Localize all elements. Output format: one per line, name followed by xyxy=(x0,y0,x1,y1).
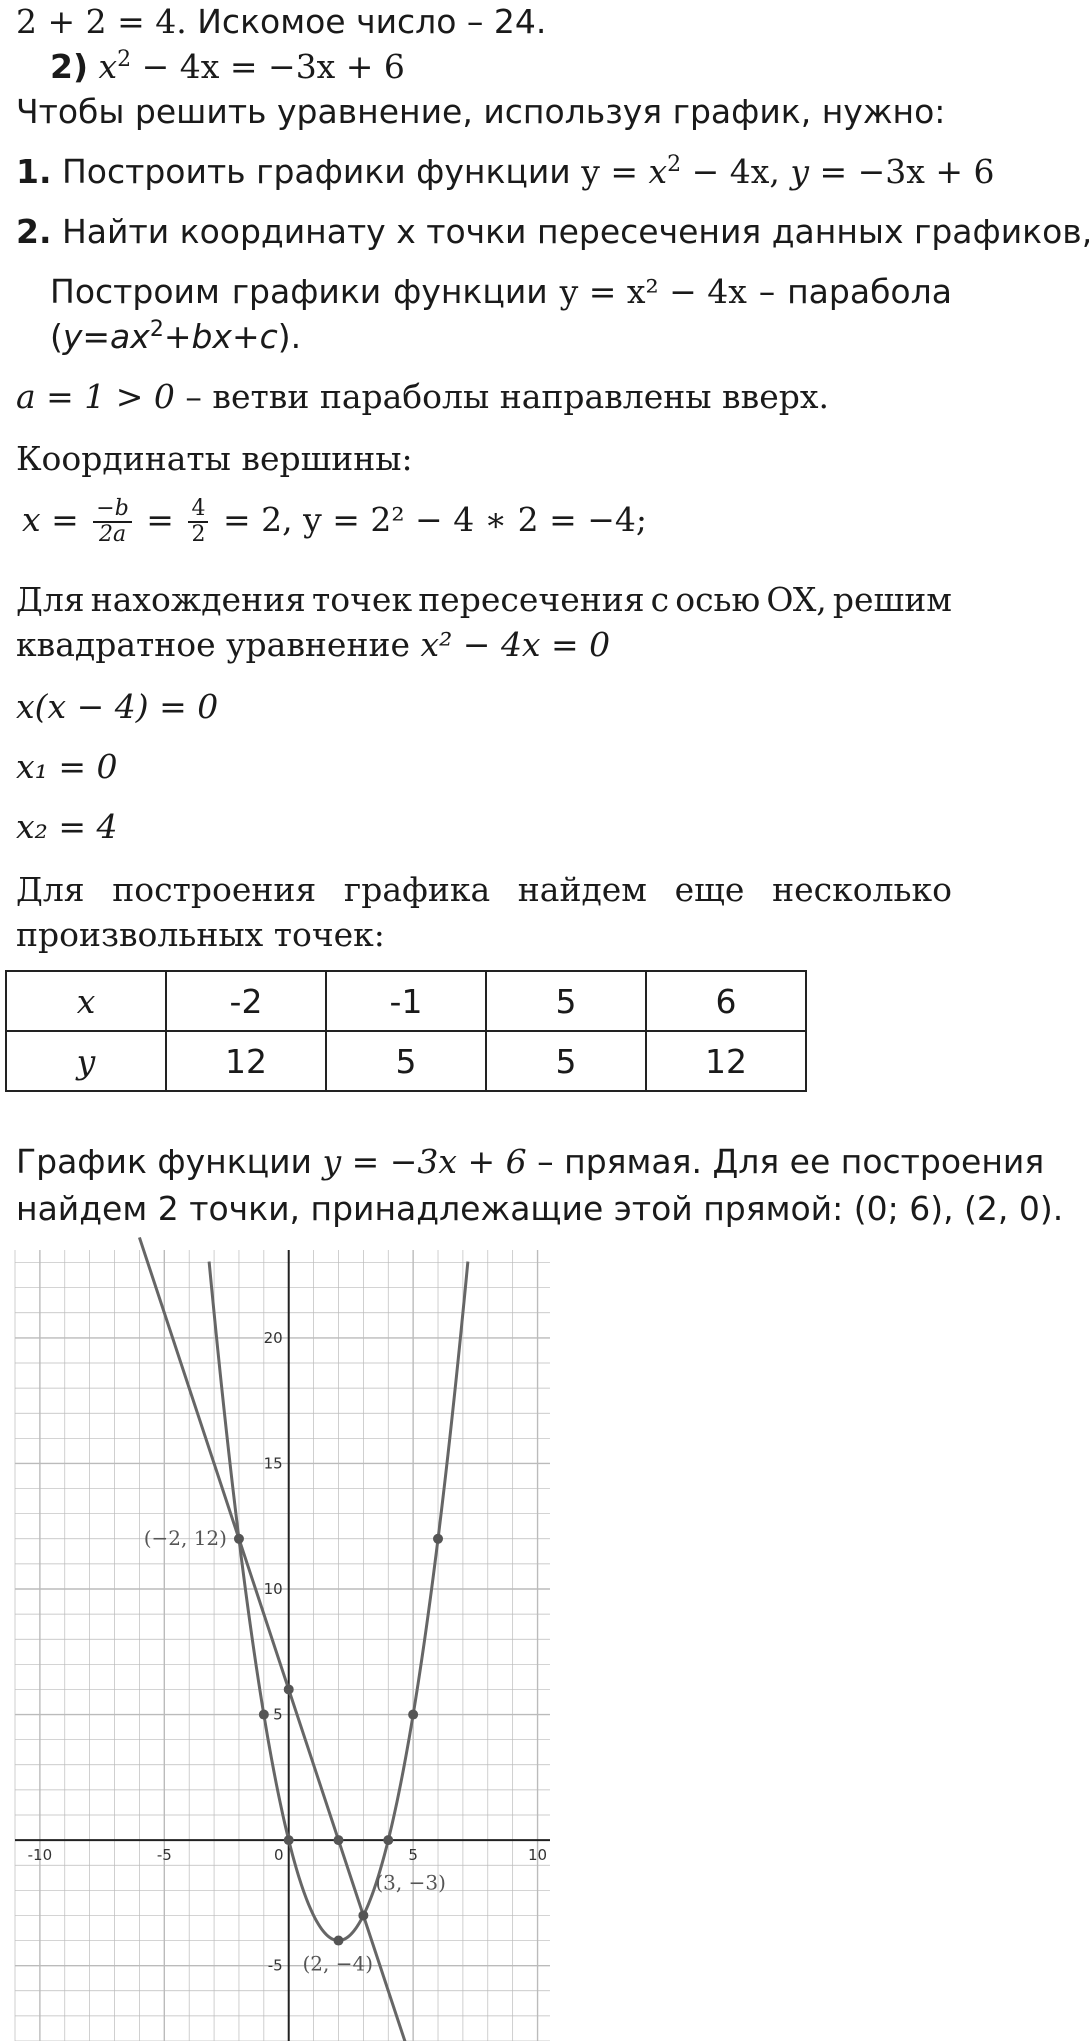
text-line-7: $(y=ax^2+bx+c)$. xyxy=(50,317,302,356)
var-y: y xyxy=(790,152,810,191)
text-line-6 xyxy=(50,270,952,314)
text: квадратное уравнение xyxy=(16,625,421,664)
word: построения xyxy=(112,870,317,909)
equation: x² − 4x = 0 xyxy=(420,625,611,664)
table-cell: y xyxy=(6,1031,166,1091)
text: – прямая. Для ее построения xyxy=(526,1142,1045,1181)
word: еще xyxy=(674,870,745,909)
text: График функции xyxy=(16,1142,323,1181)
values-table xyxy=(5,970,807,1092)
word: с xyxy=(650,580,670,619)
text-line-12 xyxy=(16,623,952,667)
text-line-13: x(x − 4) = 0 xyxy=(16,687,219,726)
text-line-1 xyxy=(16,0,952,44)
text-line-14: x₁ = 0 xyxy=(16,747,118,786)
eq-part: x = xyxy=(22,500,79,539)
fraction xyxy=(93,497,132,547)
word: графики xyxy=(231,272,382,311)
word: парабола xyxy=(787,272,952,311)
text-line-18 xyxy=(16,1140,1045,1184)
word: решим xyxy=(832,580,952,619)
y-tick-label: 20 xyxy=(263,1328,283,1347)
text: Искомое число – 24. xyxy=(186,2,547,41)
data-point xyxy=(433,1534,443,1544)
table-row xyxy=(6,971,806,1031)
table-cell: 5 xyxy=(486,1031,646,1091)
text: Построить графики функции xyxy=(51,152,582,191)
paren: ). xyxy=(277,317,302,356)
numerator: 4 xyxy=(188,497,208,523)
text-line-11 xyxy=(16,578,952,622)
var-x: x xyxy=(98,47,118,86)
table-cell: 6 xyxy=(646,971,806,1031)
equation: y = x² − 4x xyxy=(559,272,747,311)
equation: $x^2 - 4x = -3x + 6$ xyxy=(98,47,405,86)
denominator: 2 xyxy=(191,522,206,547)
text-line-3: Чтобы решить уравнение, используя график, нужно: xyxy=(16,92,946,131)
x-tick-label: 5 xyxy=(408,1846,418,1865)
table-cell: -2 xyxy=(166,971,326,1031)
text-line-17: произвольных точек: xyxy=(16,915,385,954)
equation: $y = x^2 - 4x$, y = −3x + 6 xyxy=(581,152,995,191)
word: функции xyxy=(393,272,548,311)
data-point xyxy=(284,1835,294,1845)
data-point xyxy=(333,1936,343,1946)
word: несколько xyxy=(772,870,952,909)
word: – xyxy=(758,272,776,311)
text-line-5 xyxy=(16,210,1092,254)
data-point xyxy=(259,1710,269,1720)
word: нахождения xyxy=(90,580,306,619)
eq-part: y = xyxy=(581,152,649,191)
table-row xyxy=(6,1031,806,1091)
word: найдем xyxy=(517,870,647,909)
text-line-10 xyxy=(22,490,952,550)
word: Для xyxy=(16,580,85,619)
eq-part: = xyxy=(146,500,174,539)
table-cell: -1 xyxy=(326,971,486,1031)
equation: a = 1 > 0 xyxy=(16,377,175,416)
word: точек xyxy=(311,580,413,619)
data-point xyxy=(358,1910,368,1920)
word: осью xyxy=(675,580,761,619)
text-line-9: Координаты вершины: xyxy=(16,439,413,478)
paren: ( xyxy=(50,317,63,356)
y-tick-label: 15 xyxy=(263,1454,283,1473)
var-x: x xyxy=(648,152,668,191)
formula-part: +bx+c xyxy=(163,317,278,356)
item-number: 2) xyxy=(50,47,89,86)
text-line-16 xyxy=(16,868,952,912)
text: Найти координату x точки пересечения данных графиков, xyxy=(51,212,1092,251)
text-line-2 xyxy=(50,45,952,89)
text-line-8 xyxy=(16,375,952,419)
equation-rest: − 4x = −3x + 6 xyxy=(131,47,405,86)
eq-part: = 2, y = 2² − 4 ∗ 2 = −4; xyxy=(222,500,647,539)
table-cell: x xyxy=(6,971,166,1031)
data-point xyxy=(333,1835,343,1845)
formula-part: y=ax xyxy=(62,317,150,356)
y-tick-label: 5 xyxy=(273,1705,283,1724)
numerator: −b xyxy=(93,497,132,523)
table-cell: 5 xyxy=(486,971,646,1031)
y-tick-label: -5 xyxy=(267,1956,283,1975)
data-point xyxy=(408,1710,418,1720)
equation: 2 + 2 = 4. xyxy=(16,2,187,41)
table-cell: 5 xyxy=(326,1031,486,1091)
eq-part: = −3x + 6 xyxy=(809,152,995,191)
word: пересечения xyxy=(418,580,645,619)
data-point xyxy=(284,1684,294,1694)
data-point xyxy=(234,1534,244,1544)
word: Построим xyxy=(50,272,220,311)
item-number: 1. xyxy=(16,152,52,191)
text-line-19: найдем 2 точки, принадлежащие этой прямой: (0; 6), (2, 0). xyxy=(16,1189,1064,1228)
text: – ветви параболы направлены вверх. xyxy=(174,377,829,416)
point-label: (2, −4) xyxy=(302,1951,374,1976)
table-cell: 12 xyxy=(166,1031,326,1091)
x-tick-label: -5 xyxy=(156,1846,172,1865)
denominator: 2a xyxy=(98,522,127,547)
x-tick-label: 0 xyxy=(273,1846,284,1865)
table-cell: 12 xyxy=(646,1031,806,1091)
text-line-15: x₂ = 4 xyxy=(16,807,118,846)
item-number: 2. xyxy=(16,212,52,251)
word: OX, xyxy=(766,580,827,619)
eq-part: − 4x, xyxy=(681,152,791,191)
word: графика xyxy=(343,870,491,909)
fraction xyxy=(188,497,208,547)
equation: y = −3x + 6 xyxy=(322,1142,527,1181)
word: Для xyxy=(16,870,85,909)
x-tick-label: -10 xyxy=(27,1846,53,1865)
point-label: (−2, 12) xyxy=(143,1525,227,1550)
y-tick-label: 10 xyxy=(263,1580,283,1598)
x-tick-label: 10 xyxy=(528,1846,548,1865)
text-line-4 xyxy=(16,150,995,194)
data-point xyxy=(383,1835,393,1845)
point-label: (3, −3) xyxy=(375,1870,446,1895)
function-graph xyxy=(0,1250,560,2041)
